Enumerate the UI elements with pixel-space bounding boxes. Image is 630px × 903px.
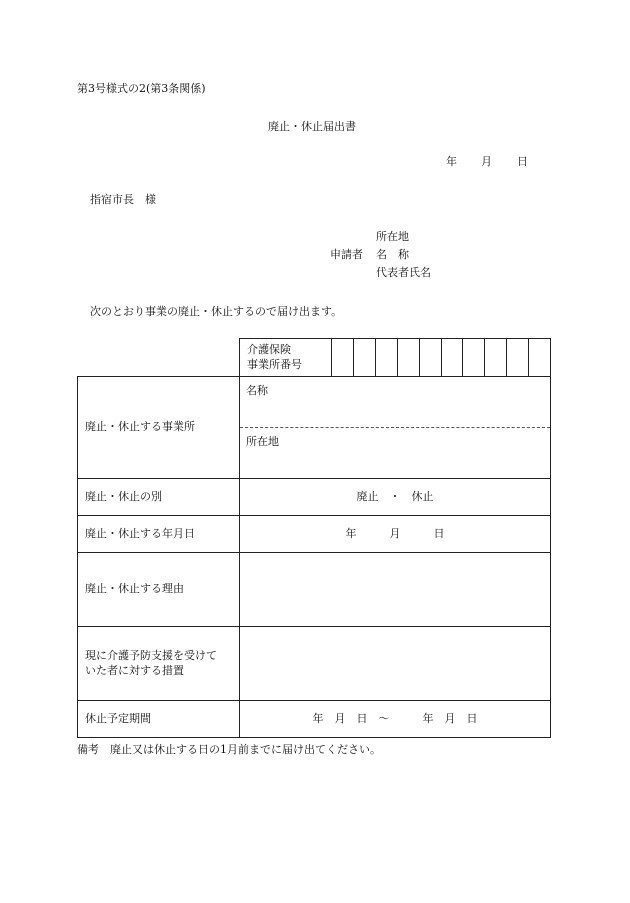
date-row	[78, 516, 551, 553]
insurance-number-row	[78, 339, 551, 377]
measures-label-line-1: 現に介護予防支援を受けて	[85, 648, 217, 662]
period-row	[78, 701, 551, 738]
digit-box[interactable]	[375, 339, 397, 376]
office-address-field[interactable]	[240, 428, 550, 478]
insurance-label-line-2: 事業所番号	[247, 357, 302, 371]
notification-form-table	[77, 338, 551, 738]
applicant-label: 申請者	[330, 248, 363, 261]
office-label: 廃止・休止する事業所	[78, 377, 240, 479]
applicant-name-label: 名 称	[376, 248, 409, 261]
form-title: 廃止・休止届出書	[268, 120, 356, 133]
office-row	[78, 377, 551, 479]
applicant-representative-label: 代表者氏名	[376, 266, 431, 279]
office-details-cell[interactable]	[240, 377, 551, 479]
period-value[interactable]: 年 月 日 ～ 年 月 日	[240, 701, 551, 738]
digit-box[interactable]	[419, 339, 441, 376]
digit-box[interactable]	[441, 339, 463, 376]
measures-label	[78, 627, 240, 701]
date-label: 廃止・休止する年月日	[78, 516, 240, 553]
intro-text: 次のとおり事業の廃止・休止するので届け出ます。	[90, 305, 343, 318]
reason-row	[78, 553, 551, 627]
measures-row	[78, 627, 551, 701]
applicant-address-label: 所在地	[376, 230, 409, 243]
office-address-label: 所在地	[246, 435, 279, 448]
note-text: 備考 廃止又は休止する日の1月前までに届け出てください。	[77, 743, 381, 756]
type-row	[78, 479, 551, 516]
digit-box[interactable]	[397, 339, 419, 376]
form-number: 第3号様式の2(第3条関係)	[77, 82, 206, 95]
addressee: 指宿市長 様	[90, 193, 156, 206]
blank-cell	[78, 339, 240, 377]
office-name-field[interactable]	[240, 377, 550, 428]
date-month: 月	[481, 155, 492, 168]
date-day: 日	[517, 155, 528, 168]
digit-box[interactable]	[353, 339, 375, 376]
date-value[interactable]: 年 月 日	[240, 516, 551, 553]
measures-field[interactable]	[240, 627, 551, 701]
type-value[interactable]: 廃止 ・ 休止	[240, 479, 551, 516]
date-year: 年	[446, 155, 457, 168]
insurance-label-line-1: 介護保険	[247, 342, 291, 356]
period-label: 休止予定期間	[78, 701, 240, 738]
type-label: 廃止・休止の別	[78, 479, 240, 516]
digit-box[interactable]	[332, 339, 353, 376]
office-name-label: 名称	[246, 384, 268, 397]
measures-label-line-2: いた者に対する措置	[85, 663, 184, 677]
reason-field[interactable]	[240, 553, 551, 627]
digit-box[interactable]	[484, 339, 506, 376]
reason-label: 廃止・休止する理由	[78, 553, 240, 627]
digit-box[interactable]	[506, 339, 528, 376]
digit-box[interactable]	[462, 339, 484, 376]
digit-box[interactable]	[528, 339, 550, 376]
insurance-number-label	[240, 339, 332, 377]
insurance-number-boxes[interactable]	[332, 339, 551, 377]
